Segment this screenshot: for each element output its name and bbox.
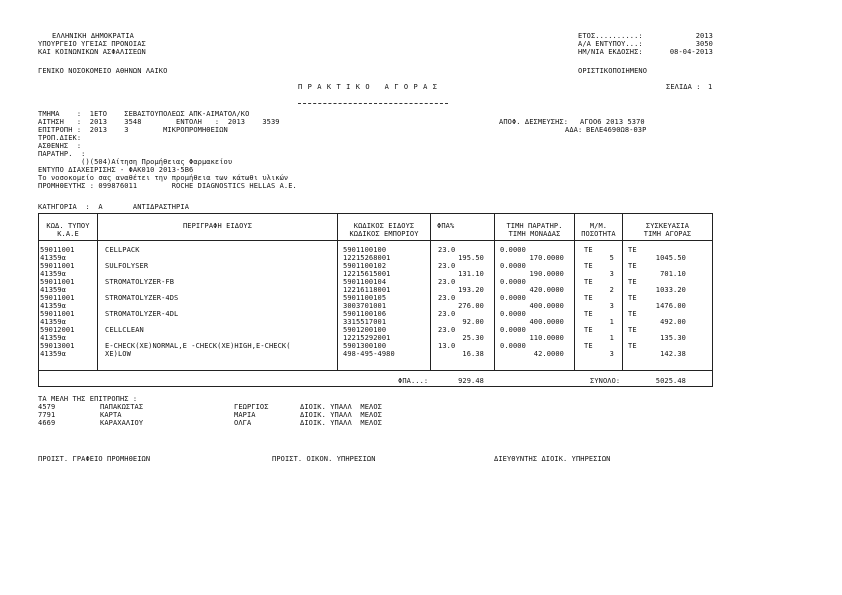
cell-vat_amt: 276.00 bbox=[458, 302, 484, 310]
cell-total: 492.00 bbox=[660, 318, 686, 326]
cell-mm: TE bbox=[584, 294, 593, 302]
cell-type: 59011001 bbox=[40, 246, 75, 254]
cell-type: 59011001 bbox=[40, 278, 75, 286]
cell-unit_price: 400.0000 bbox=[529, 302, 564, 310]
col-divider bbox=[38, 213, 39, 386]
cell-code: 5901100102 bbox=[343, 262, 387, 270]
table-top-border bbox=[38, 213, 713, 214]
cell-type: 59011001 bbox=[40, 310, 75, 318]
header-unit: Μ/Μ. bbox=[589, 222, 608, 230]
cell-desc-0: CELLCLEAN bbox=[105, 326, 144, 334]
table-header-border bbox=[38, 240, 713, 241]
cell-desc-0: SULFOLYSER bbox=[105, 262, 149, 270]
patient-line: ΑΣΘΕΝΗΣ : bbox=[38, 142, 82, 150]
cell-vat: 23.0 bbox=[438, 310, 456, 318]
header-code-type: ΚΩΔ. ΤΥΠΟΥ bbox=[46, 222, 90, 230]
category-line: ΚΑΤΗΓΟΡΙΑ : Α ΑΝΤΙΔΡΑΣΤΗΡΙΑ bbox=[38, 203, 190, 211]
grand-total-value: 5025.48 bbox=[655, 377, 686, 385]
cell-desc-0: STROMATOLYZER-FB bbox=[105, 278, 175, 286]
cell-mm: TE bbox=[584, 326, 593, 334]
table-bottom-border bbox=[38, 386, 713, 387]
cell-vat: 23.0 bbox=[438, 262, 456, 270]
decision-label: ΑΠΟΦ. ΔΕΣΜΕΥΣΗΣ: bbox=[499, 118, 569, 126]
assignment-line: Το νοσοκομείο σας αναθέτει την προμήθεια των κάτωθι υλικών bbox=[38, 174, 289, 182]
year-value: 2013 bbox=[695, 32, 713, 40]
signature-director: ΔΙΕΥΘΥΝΤΗΣ ΔΙΟΙΚ. ΥΠΗΡΕΣΙΩΝ bbox=[494, 455, 611, 463]
cell-obs: 0.0000 bbox=[500, 342, 526, 350]
col-divider bbox=[712, 213, 713, 386]
cell-qty: 5 bbox=[609, 254, 614, 262]
col-divider bbox=[430, 213, 431, 370]
header-quantity: ΠΟΣΟΤΗΤΑ bbox=[581, 230, 616, 238]
cell-vat_amt: 193.20 bbox=[458, 286, 484, 294]
cell-merchant: 12216118001 bbox=[343, 286, 391, 294]
cell-merchant: 3315517001 bbox=[343, 318, 387, 326]
cell-total: 701.10 bbox=[660, 270, 686, 278]
cell-vat_amt: 195.50 bbox=[458, 254, 484, 262]
cell-type: 59011001 bbox=[40, 262, 75, 270]
cell-qty: 1 bbox=[609, 334, 614, 342]
signature-finance: ΠΡΟΙΣΤ. ΟΙΚΟΝ. ΥΠΗΡΕΣΙΩΝ bbox=[272, 455, 376, 463]
dept-line: ΤΜΗΜΑ : 1ΕΤΟ ΣΕΒΑΣΤΟΥΠΟΛΕΩΣ ΑΠΚ-ΑΙΜΑΤΟΛ/ΚΟ bbox=[38, 110, 250, 118]
cell-merchant: 3003701001 bbox=[343, 302, 387, 310]
cell-unit_price: 110.0000 bbox=[529, 334, 564, 342]
member-surname: ΠΑΠΑΚΩΣΤΑΣ bbox=[100, 403, 144, 411]
cell-type: 59011001 bbox=[40, 294, 75, 302]
cell-unit_price: 400.0000 bbox=[529, 318, 564, 326]
decision-value: ΑΓΟΟ6 2013 5370 bbox=[580, 118, 645, 126]
header-unit-price: ΤΙΜΗ ΜΟΝΑΔΑΣ bbox=[508, 230, 561, 238]
cell-vat_amt: 16.38 bbox=[462, 350, 484, 358]
year-label: ΕΤΟΣ..........: bbox=[578, 32, 643, 40]
cell-vat: 23.0 bbox=[438, 326, 456, 334]
member-role: ΔΙΟΙΚ. ΥΠΑΛΛ ΜΕΛΟΣ bbox=[300, 403, 382, 411]
cell-qty: 2 bbox=[609, 286, 614, 294]
signature-procurement: ΠΡΟΙΣΤ. ΓΡΑΦΕΙΟ ΠΡΟΜΗΘΕΙΩΝ bbox=[38, 455, 151, 463]
cell-qty: 3 bbox=[609, 302, 614, 310]
issue-date-value: 08-04-2013 bbox=[669, 48, 713, 56]
status-text: ΟΡΙΣΤΙΚΟΠΟΙΗΜΕΝΟ bbox=[578, 67, 648, 75]
cell-kae: 41359α bbox=[40, 270, 66, 278]
cell-vat: 23.0 bbox=[438, 278, 456, 286]
cell-desc-0: STROMATOLYZER-4DS bbox=[105, 294, 179, 302]
cell-vat_amt: 25.30 bbox=[462, 334, 484, 342]
member-role: ΔΙΟΙΚ. ΥΠΑΛΛ ΜΕΛΟΣ bbox=[300, 419, 382, 427]
request-line: ΑΙΤΗΣΗ : 2013 3548 ΕΝΤΟΛΗ : 2013 3539 bbox=[38, 118, 280, 126]
cell-desc-0: E-CHECK(XE)NORMAL,E -CHECK(XE)HIGH,E-CHECK( bbox=[105, 342, 291, 350]
cell-pack: TE bbox=[628, 278, 637, 286]
cell-qty: 3 bbox=[609, 350, 614, 358]
cell-total: 1476.00 bbox=[655, 302, 686, 310]
mod-line: ΤΡΟΠ.ΔΙΕΚ: bbox=[38, 134, 82, 142]
member-id: 7791 bbox=[38, 411, 56, 419]
member-id: 4579 bbox=[38, 403, 56, 411]
cell-merchant: 12215292001 bbox=[343, 334, 391, 342]
cell-merchant: 12215268001 bbox=[343, 254, 391, 262]
member-name: ΜΑΡΙΑ bbox=[234, 411, 256, 419]
cell-obs: 0.0000 bbox=[500, 278, 526, 286]
cell-pack: TE bbox=[628, 342, 637, 350]
form-no-value: 3050 bbox=[695, 40, 713, 48]
cell-desc-0: STROMATOLYZER-4DL bbox=[105, 310, 179, 318]
table-body-border bbox=[38, 370, 713, 371]
cell-unit_price: 42.0000 bbox=[533, 350, 564, 358]
cell-pack: TE bbox=[628, 294, 637, 302]
cell-kae: 41359α bbox=[40, 318, 66, 326]
header-line-1: ΕΛΛΗΝΙΚΗ ΔΗΜΟΚΡΑΤΙΑ bbox=[52, 32, 134, 40]
cell-unit_price: 190.0000 bbox=[529, 270, 564, 278]
vat-total-value: 929.48 bbox=[458, 377, 484, 385]
cell-qty: 1 bbox=[609, 318, 614, 326]
form-no-label: Α/Α ΕΝΤΥΠΟΥ...: bbox=[578, 40, 643, 48]
col-divider bbox=[97, 213, 98, 370]
cell-type: 59013001 bbox=[40, 342, 75, 350]
cell-kae: 41359α bbox=[40, 254, 66, 262]
cell-mm: TE bbox=[584, 278, 593, 286]
header-description: ΠΕΡΙΓΡΑΦΗ ΕΙΔΟΥΣ bbox=[182, 222, 253, 230]
member-surname: ΚΑΡΑΧΑΛΙΟΥ bbox=[100, 419, 144, 427]
issue-date-label: ΗΜ/ΝΙΑ ΕΚΔΟΣΗΣ: bbox=[578, 48, 643, 56]
management-form-line: ΕΝΤΥΠΟ ΔΙΑΧΕΙΡΙΣΗΣ - ΦΑΚ010 2013-5Β6 bbox=[38, 166, 194, 174]
hospital-name: ΓΕΝΙΚΟ ΝΟΣΟΚΟΜΕΙΟ ΑΘΗΝΩΝ ΛΑΙΚΟ bbox=[38, 67, 168, 75]
cell-unit_price: 170.0000 bbox=[529, 254, 564, 262]
cell-kae: 41359α bbox=[40, 350, 66, 358]
header-merchant-code: ΚΩΔΙΚΟΣ ΕΜΠΟΡΙΟΥ bbox=[349, 230, 419, 238]
cell-merchant: 12215615001 bbox=[343, 270, 391, 278]
cell-code: 5901200100 bbox=[343, 326, 387, 334]
cell-obs: 0.0000 bbox=[500, 310, 526, 318]
cell-pack: TE bbox=[628, 246, 637, 254]
cell-obs: 0.0000 bbox=[500, 326, 526, 334]
ada-label: ΑΔΑ: bbox=[565, 126, 583, 134]
cell-type: 59012001 bbox=[40, 326, 75, 334]
committee-title: ΤΑ ΜΕΛΗ ΤΗΣ ΕΠΙΤΡΟΠΗΣ : bbox=[38, 395, 138, 403]
cell-code: 5901300100 bbox=[343, 342, 387, 350]
member-surname: ΚΑΡΤΑ bbox=[100, 411, 122, 419]
cell-total: 135.30 bbox=[660, 334, 686, 342]
header-item-code: ΚΩΔΙΚΟΣ ΕΙΔΟΥΣ bbox=[353, 222, 415, 230]
cell-kae: 41359α bbox=[40, 302, 66, 310]
page-number: 1 bbox=[708, 83, 713, 91]
member-name: ΟΛΓΑ bbox=[234, 419, 252, 427]
cell-vat: 23.0 bbox=[438, 246, 456, 254]
member-role: ΔΙΟΙΚ. ΥΠΑΛΛ ΜΕΛΟΣ bbox=[300, 411, 382, 419]
header-purchase-price: ΤΙΜΗ ΑΓΟΡΑΣ bbox=[643, 230, 692, 238]
cell-mm: TE bbox=[584, 310, 593, 318]
cell-pack: TE bbox=[628, 310, 637, 318]
cell-mm: TE bbox=[584, 246, 593, 254]
grand-total-label: ΣΥΝΟΛΟ: bbox=[590, 377, 621, 385]
cell-vat: 23.0 bbox=[438, 294, 456, 302]
committee-line: ΕΠΙΤΡΟΠΗ : 2013 3 ΜΙΚΡΟΠΡΟΜΗΘΕΙΩΝ bbox=[38, 126, 228, 134]
header-line-2: ΥΠΟΥΡΓΕΙΟ ΥΓΕΙΑΣ ΠΡΟΝΟΙΑΣ bbox=[38, 40, 146, 48]
cell-code: 5901100104 bbox=[343, 278, 387, 286]
cell-pack: TE bbox=[628, 326, 637, 334]
ada-value: ΒΕΛΕ4690Ω8-Θ3Ρ bbox=[586, 126, 647, 134]
cell-mm: TE bbox=[584, 262, 593, 270]
cell-unit_price: 420.0000 bbox=[529, 286, 564, 294]
remarks-text: ()(504)Αίτηση Προμήθειας Φαρμακείου bbox=[38, 158, 233, 166]
header-line-3: ΚΑΙ ΚΟΙΝΩΝΙΚΩΝ ΑΣΦΑΛΙΣΕΩΝ bbox=[38, 48, 146, 56]
member-id: 4669 bbox=[38, 419, 56, 427]
cell-desc-0: CELLPACK bbox=[105, 246, 140, 254]
cell-vat_amt: 92.00 bbox=[462, 318, 484, 326]
cell-code: 5901100100 bbox=[343, 246, 387, 254]
title-underline bbox=[298, 103, 448, 104]
cell-merchant: 498-495-4980 bbox=[343, 350, 395, 358]
header-vat: ΦΠΑ% bbox=[437, 222, 455, 230]
member-name: ΓΕΩΡΓΙΟΣ bbox=[234, 403, 269, 411]
header-package: ΣΥΣΚΕΥΑΣΙΑ bbox=[645, 222, 690, 230]
vat-total-label: ΦΠΑ...: bbox=[398, 377, 429, 385]
cell-vat: 13.0 bbox=[438, 342, 456, 350]
cell-desc-1: XE)LOW bbox=[105, 350, 131, 358]
cell-total: 1033.20 bbox=[655, 286, 686, 294]
cell-obs: 0.0000 bbox=[500, 294, 526, 302]
cell-vat_amt: 131.10 bbox=[458, 270, 484, 278]
cell-code: 5901100106 bbox=[343, 310, 387, 318]
cell-mm: TE bbox=[584, 342, 593, 350]
cell-kae: 41359α bbox=[40, 334, 66, 342]
cell-pack: TE bbox=[628, 262, 637, 270]
supplier-line: ΠΡΟΜΗΘΕΥΤΗΣ : 099876011 ROCHE DIAGNOSTICS HELLAS A.E. bbox=[38, 182, 297, 190]
page-label: ΣΕΛΙΔΑ : bbox=[666, 83, 701, 91]
document-title: Π Ρ Α Κ Τ Ι Κ Ο Α Γ Ο Ρ Α Σ bbox=[298, 83, 438, 91]
cell-obs: 0.0000 bbox=[500, 246, 526, 254]
remarks-line: ΠΑΡΑΤΗΡ. : bbox=[38, 150, 86, 158]
cell-code: 5901100105 bbox=[343, 294, 387, 302]
header-kae: Κ.Α.Ε bbox=[57, 230, 79, 238]
cell-total: 142.38 bbox=[660, 350, 686, 358]
cell-kae: 41359α bbox=[40, 286, 66, 294]
cell-qty: 3 bbox=[609, 270, 614, 278]
cell-obs: 0.0000 bbox=[500, 262, 526, 270]
header-obs-price: ΤΙΜΗ ΠΑΡΑΤΗΡ. bbox=[506, 222, 563, 230]
cell-total: 1045.50 bbox=[655, 254, 686, 262]
